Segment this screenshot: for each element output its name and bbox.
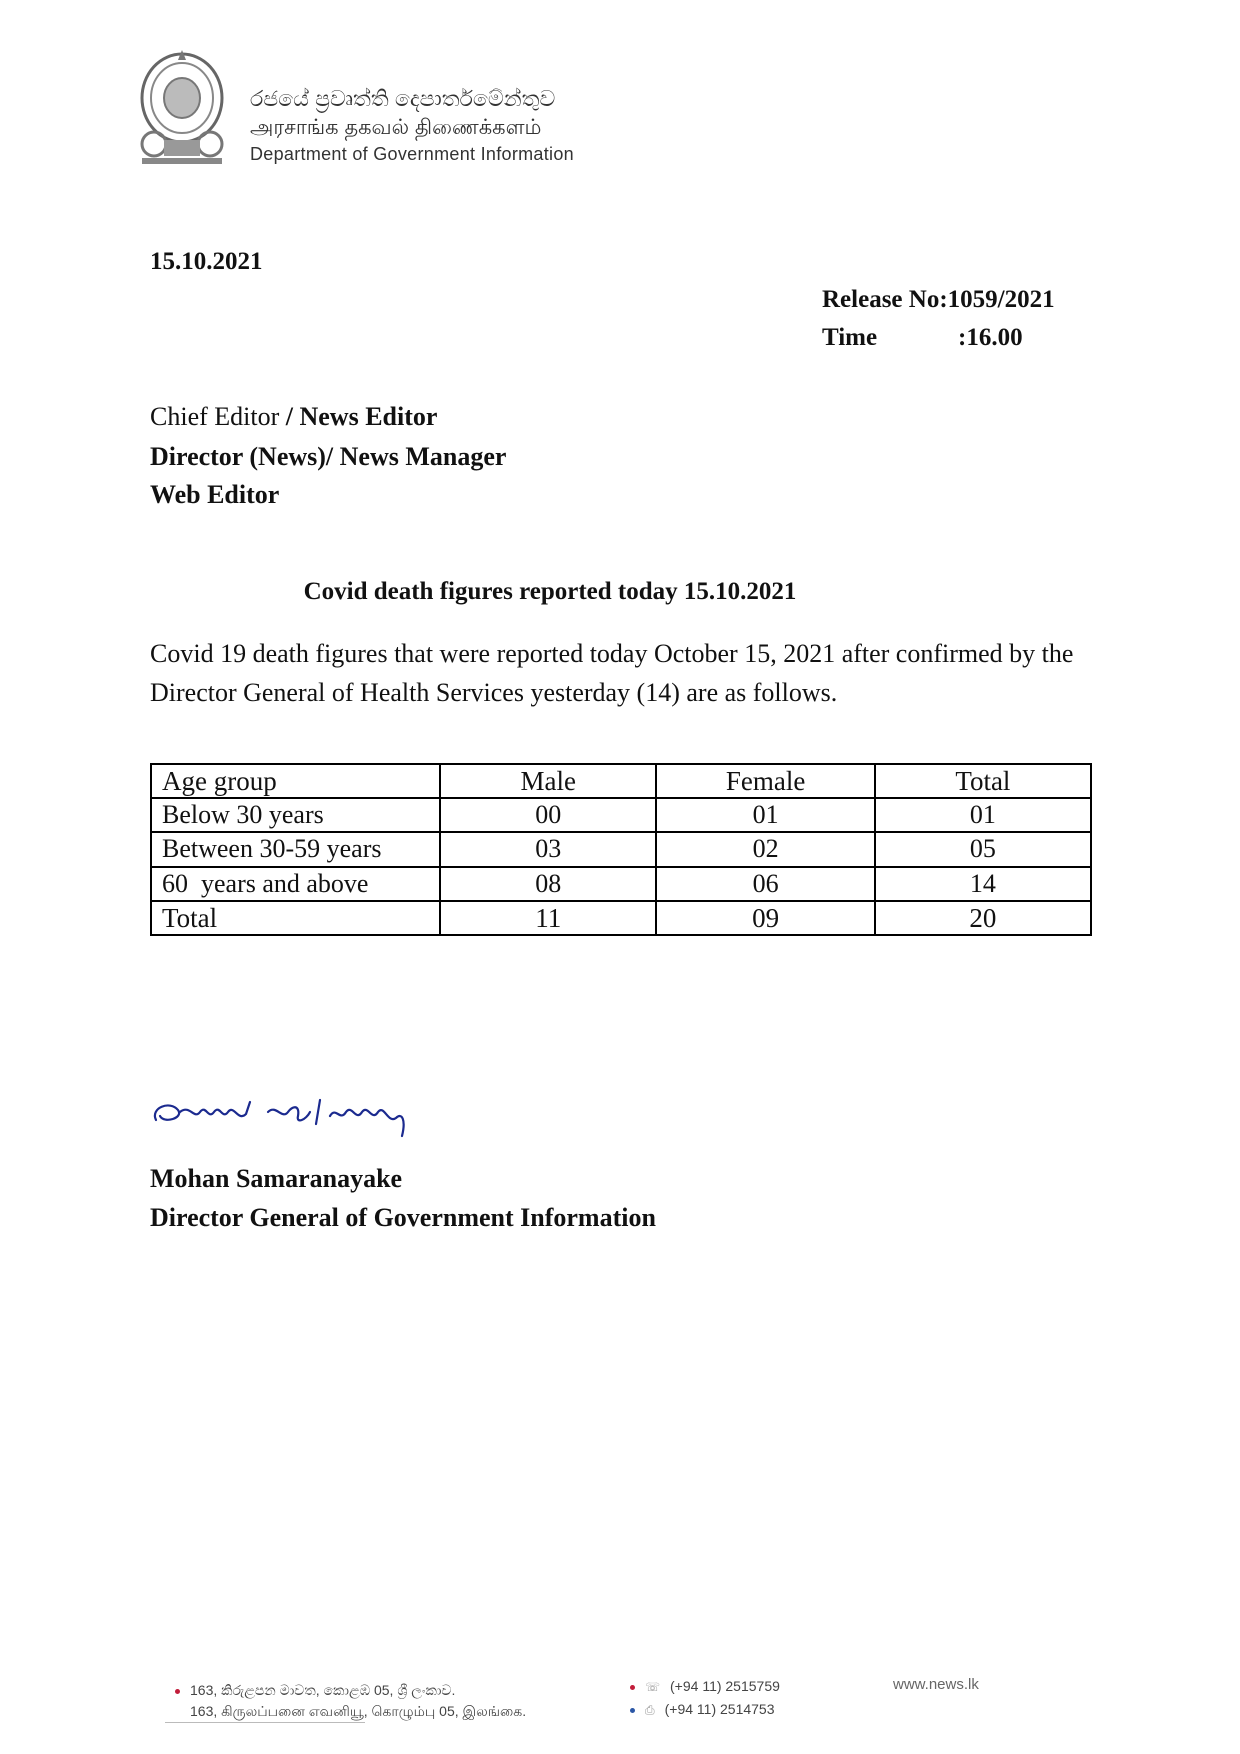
footer-address-sinhala-text: 163, කිරුළපන මාවත, කොළඹ 05, ශ්‍රී ලංකාව. bbox=[190, 1682, 456, 1698]
footer-phone-2-text: (+94 11) 2514753 bbox=[664, 1701, 775, 1717]
addressee-line-3: Web Editor bbox=[150, 480, 280, 509]
cell-age-group: Between 30-59 years bbox=[151, 832, 440, 866]
fax-icon: ⎙ bbox=[645, 1703, 655, 1717]
footer-address-tamil bbox=[175, 1703, 526, 1722]
cell-female: 06 bbox=[656, 867, 874, 901]
header-female: Female bbox=[656, 764, 874, 798]
handwritten-signature-icon bbox=[150, 1090, 430, 1150]
cell-male: 03 bbox=[440, 832, 656, 866]
footer-address-tamil-text: 163, கிருலப்பனை எவனியூ, கொழும்பு 05, இலங்கை. bbox=[190, 1703, 527, 1719]
release-time-value: :16.00 bbox=[958, 324, 1023, 351]
table-total-row bbox=[151, 901, 1091, 935]
cell-male: 08 bbox=[440, 867, 656, 901]
signer-name: Mohan Samaranayake bbox=[150, 1164, 403, 1193]
cell-total-total: 20 bbox=[875, 901, 1091, 935]
footer-phone-2 bbox=[630, 1701, 775, 1718]
cell-age-group: Below 30 years bbox=[151, 798, 440, 832]
document-title: Covid death figures reported today 15.10.2021 bbox=[303, 578, 797, 605]
signer-title: Director General of Government Information bbox=[150, 1203, 656, 1232]
letterhead-tamil: அரசாங்க தகவல் திணைக்களம் bbox=[250, 116, 542, 139]
footer-phone-1-text: (+94 11) 2515759 bbox=[670, 1678, 780, 1694]
release-number-label: Release No bbox=[822, 286, 940, 313]
release-time bbox=[822, 324, 1023, 352]
table-header-row bbox=[151, 764, 1091, 798]
cell-age-group: 60 years and above bbox=[151, 867, 440, 901]
document-title-wrapper bbox=[0, 578, 1240, 606]
government-seal-icon bbox=[134, 46, 230, 170]
letterhead-english: Department of Government Information bbox=[250, 144, 574, 164]
cell-total-label: Total bbox=[151, 901, 440, 935]
release-time-label: Time bbox=[822, 324, 878, 351]
cell-male: 00 bbox=[440, 798, 656, 832]
bullet-icon bbox=[630, 1708, 635, 1713]
table-row bbox=[151, 798, 1091, 832]
footer-website: www.news.lk bbox=[893, 1676, 979, 1693]
footer-divider bbox=[165, 1722, 365, 1723]
cell-total-male: 11 bbox=[440, 901, 656, 935]
release-number bbox=[822, 286, 1055, 314]
release-date: 15.10.2021 bbox=[150, 248, 263, 275]
release-number-value: :1059/2021 bbox=[939, 286, 1055, 313]
footer-address-sinhala bbox=[175, 1682, 455, 1699]
telephone-icon: ☏ bbox=[645, 1680, 661, 1694]
cell-female: 01 bbox=[656, 798, 874, 832]
cell-total: 01 bbox=[875, 798, 1091, 832]
cell-total: 05 bbox=[875, 832, 1091, 866]
header-total: Total bbox=[875, 764, 1091, 798]
addressee-line-1 bbox=[150, 402, 437, 432]
table-row bbox=[151, 832, 1091, 866]
bullet-icon bbox=[630, 1685, 635, 1690]
body-paragraph: Covid 19 death figures that were reported today October 15, 2021 after confirmed by the Director General of Health Services yesterday (14) are as follows. bbox=[150, 639, 1074, 707]
cell-female: 02 bbox=[656, 832, 874, 866]
header-male: Male bbox=[440, 764, 656, 798]
header-age-group: Age group bbox=[151, 764, 440, 798]
addressee-chief-editor: Chief Editor bbox=[150, 402, 280, 431]
death-figures-table bbox=[150, 763, 1092, 936]
addressee-line-2: Director (News)/ News Manager bbox=[150, 442, 507, 471]
letterhead-sinhala: රජයේ ප්‍රවෘත්ති දෙපාර්තමේන්තුව bbox=[250, 86, 556, 111]
bullet-icon bbox=[175, 1689, 180, 1694]
cell-total-female: 09 bbox=[656, 901, 874, 935]
cell-total: 14 bbox=[875, 867, 1091, 901]
table-row bbox=[151, 867, 1091, 901]
addressee-news-editor: / News Editor bbox=[279, 402, 438, 431]
footer-phone-1 bbox=[630, 1678, 780, 1694]
